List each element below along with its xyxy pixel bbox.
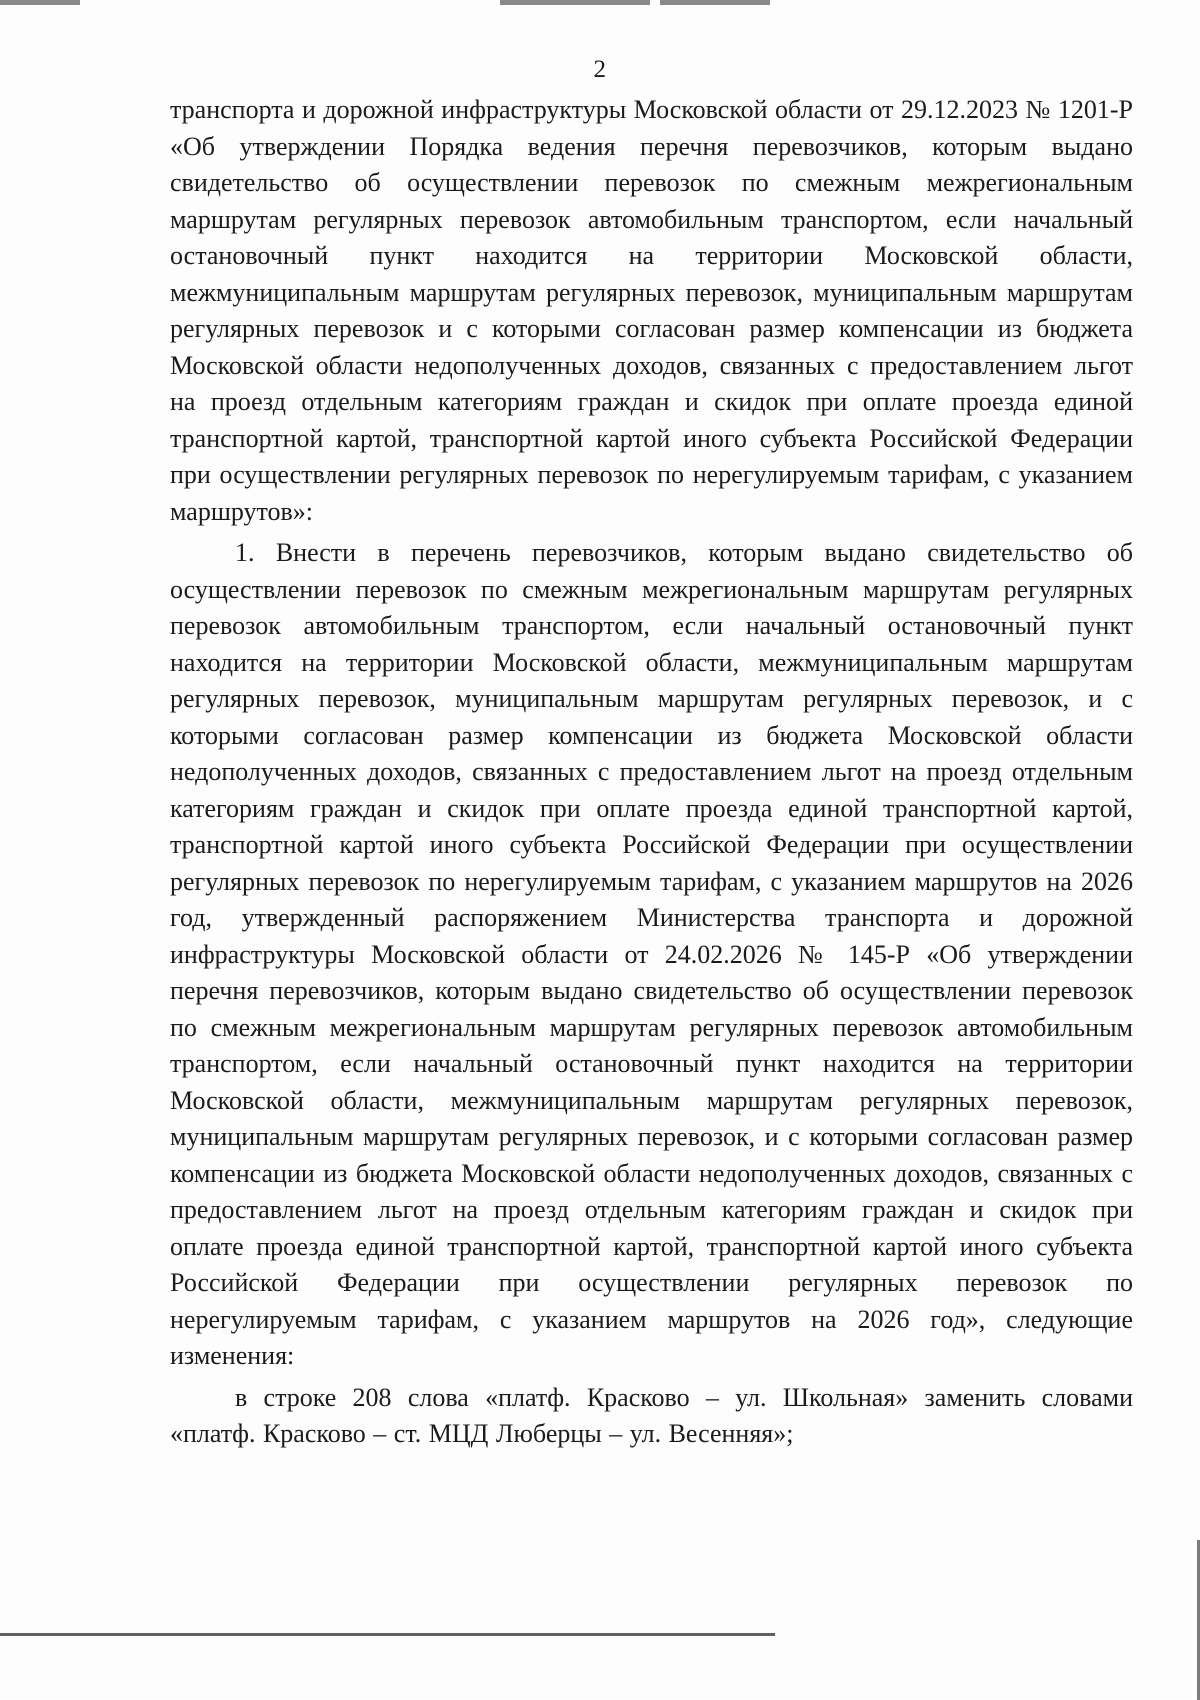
- scan-artifact-mark: [500, 0, 650, 5]
- document-body: [170, 92, 1133, 1458]
- scan-bottom-edge: [0, 1633, 775, 1636]
- paragraph-item-1: 1. Внести в перечень перевозчиков, которым выдано свидетельство об осуществлении перевозок по смежным межрегиональным маршрутам регулярных перевозок автомобильным транспортом, если начальный остановочный пункт находится на территории Московской области, межмуниципальным маршрутам регулярных перевозок, муниципальным маршрутам регулярных перевозок, и с которыми согласован размер компенсации из бюджета Московской области недополученных доходов, связанных с предоставлением льгот на проезд отдельным категориям граждан и скидок при оплате проезда единой транспортной картой, транспортной картой иного субъекта Российской Федерации при осуществлении регулярных перевозок по нерегулируемым тарифам, с указанием маршрутов на 2026 год, утвержденный распоряжением Министерства транспорта и дорожной инфраструктуры Московской области от 24.02.2026 № 145-Р «Об утверждении перечня перевозчиков, которым выдано свидетельство об осуществлении перевозок по смежным межрегиональным маршрутам регулярных перевозок автомобильным транспортом, если начальный остановочный пункт находится на территории Московской области, межмуниципальным маршрутам регулярных перевозок, муниципальным маршрутам регулярных перевозок, и с которыми согласован размер компенсации из бюджета Московской области недополученных доходов, связанных с предоставлением льгот на проезд отдельным категориям граждан и скидок при оплате проезда единой транспортной картой, транспортной картой иного субъекта Российской Федерации при осуществлении регулярных перевозок по нерегулируемым тарифам, с указанием маршрутов на 2026 год», следующие изменения:: [170, 538, 1133, 1370]
- scan-artifact-mark: [660, 0, 770, 5]
- paragraph-continuation: транспорта и дорожной инфраструктуры Московской области от 29.12.2023 № 1201-Р «Об утверждении Порядка ведения перечня перевозчиков, которым выдано свидетельство об осуществлении перевозок по смежным межрегиональным маршрутам регулярных перевозок автомобильным транспортом, если начальный остановочный пункт находится на территории Московской области, межмуниципальным маршрутам регулярных перевозок, муниципальным маршрутам регулярных перевозок и с которыми согласован размер компенсации из бюджета Московской области недополученных доходов, связанных с предоставлением льгот на проезд отдельным категориям граждан и скидок при оплате проезда единой транспортной картой, транспортной картой иного субъекта Российской Федерации при осуществлении регулярных перевозок по нерегулируемым тарифам, с указанием маршрутов»:: [170, 95, 1133, 526]
- paragraph-change-line-208: в строке 208 слова «платф. Красково – ул. Школьная» заменить словами «платф. Красково – ст. МЦД Люберцы – ул. Весенняя»;: [170, 1382, 1133, 1448]
- page-number: 2: [593, 56, 607, 83]
- scan-artifact-mark: [0, 0, 80, 5]
